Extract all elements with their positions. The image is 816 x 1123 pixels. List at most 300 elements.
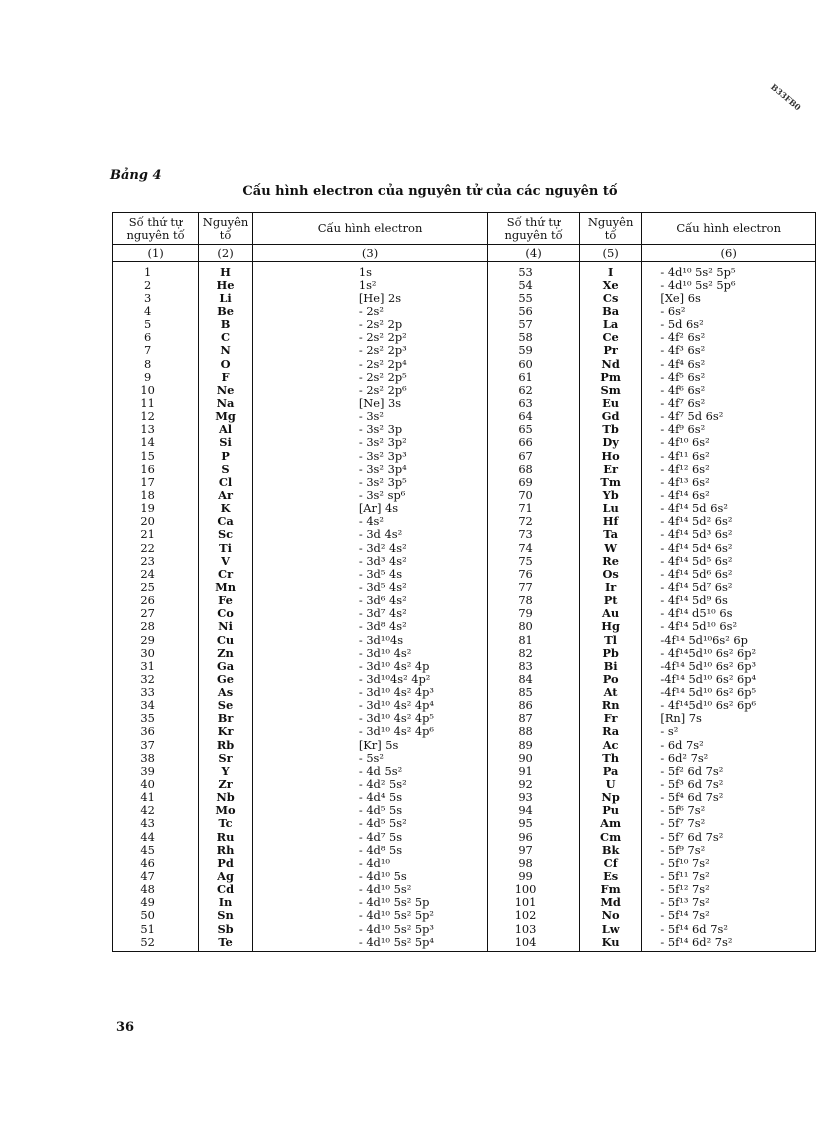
table-row — [113, 383, 816, 396]
electron-configuration: - 4f⁴ 6s² — [642, 357, 816, 370]
atomic-number: 59 — [488, 344, 580, 357]
element-symbol: Tb — [579, 423, 642, 436]
table-row — [113, 686, 816, 699]
electron-configuration: - 4d¹⁰ — [252, 856, 487, 869]
atomic-number: 98 — [488, 856, 580, 869]
electron-configuration: - 4d¹⁰ 5s² — [252, 883, 487, 896]
atomic-number: 104 — [488, 935, 580, 952]
element-symbol: Cu — [199, 633, 253, 646]
electron-configuration: - 4f⁷ 5d 6s² — [642, 410, 816, 423]
element-symbol: V — [199, 554, 253, 567]
table-row — [113, 699, 816, 712]
element-symbol: Bi — [579, 659, 642, 672]
atomic-number: 22 — [113, 541, 199, 554]
atomic-number: 40 — [113, 777, 199, 790]
electron-configuration: - 3s² 3p — [252, 423, 487, 436]
atomic-number: 45 — [113, 843, 199, 856]
electron-configuration: -4f¹⁴ 5d¹⁰ 6s² 6p⁵ — [642, 686, 816, 699]
electron-configuration: - 3s² 3p⁵ — [252, 475, 487, 488]
atomic-number: 11 — [113, 396, 199, 409]
element-symbol: Ne — [199, 383, 253, 396]
atomic-number: 71 — [488, 502, 580, 515]
electron-configuration: - 3d¹⁰ 4s² 4p⁶ — [252, 725, 487, 738]
electron-configuration: - 4f² 6s² — [642, 331, 816, 344]
electron-configuration: - 4d⁷ 5s — [252, 830, 487, 843]
col-header-atomic-number-left: Số thứ tự nguyên tố — [113, 213, 199, 245]
atomic-number: 70 — [488, 488, 580, 501]
atomic-number: 91 — [488, 764, 580, 777]
col-number-4: (4) — [488, 245, 580, 262]
atomic-number: 56 — [488, 304, 580, 317]
electron-configuration: - 3d⁵ 4s² — [252, 580, 487, 593]
atomic-number: 51 — [113, 922, 199, 935]
electron-configuration: - 4f³ 6s² — [642, 344, 816, 357]
table-row — [113, 646, 816, 659]
electron-configuration: - 6d² 7s² — [642, 751, 816, 764]
atomic-number: 89 — [488, 738, 580, 751]
electron-configuration: - 2s² 2p⁶ — [252, 383, 487, 396]
element-symbol: Rn — [579, 699, 642, 712]
electron-configuration: - 3d³ 4s² — [252, 554, 487, 567]
electron-configuration: - 4f¹⁴ 6s² — [642, 488, 816, 501]
element-symbol: Sr — [199, 751, 253, 764]
electron-configuration: - 4d¹⁰ 5s² 5p — [252, 896, 487, 909]
electron-configuration: - 4d¹⁰ 5s² 5p³ — [252, 922, 487, 935]
table-row — [113, 830, 816, 843]
element-symbol: Lw — [579, 922, 642, 935]
library-stamp: B33FB0 — [768, 81, 803, 113]
atomic-number: 65 — [488, 423, 580, 436]
table-row — [113, 817, 816, 830]
atomic-number: 100 — [488, 883, 580, 896]
electron-configuration: [Ar] 4s — [252, 502, 487, 515]
element-symbol: Nd — [579, 357, 642, 370]
atomic-number: 90 — [488, 751, 580, 764]
atomic-number: 26 — [113, 594, 199, 607]
electron-configuration: - 5f¹¹ 7s² — [642, 869, 816, 882]
atomic-number: 97 — [488, 843, 580, 856]
atomic-number: 46 — [113, 856, 199, 869]
electron-configuration: - 4d¹⁰ 5s² 5p² — [252, 909, 487, 922]
element-symbol: Dy — [579, 436, 642, 449]
element-symbol: Ce — [579, 331, 642, 344]
atomic-number: 74 — [488, 541, 580, 554]
atomic-number: 95 — [488, 817, 580, 830]
col-number-5: (5) — [579, 245, 642, 262]
element-symbol: Pb — [579, 646, 642, 659]
electron-configuration: - 4d¹⁰ 5s² 5p⁶ — [642, 278, 816, 291]
element-symbol: K — [199, 502, 253, 515]
element-symbol: Pa — [579, 764, 642, 777]
element-symbol: Cm — [579, 830, 642, 843]
electron-configuration: - 4f¹⁴ 5d¹⁰ 6s² — [642, 620, 816, 633]
table-row — [113, 712, 816, 725]
element-symbol: Hg — [579, 620, 642, 633]
electron-configuration: - 5d 6s² — [642, 318, 816, 331]
electron-configuration: - 5f¹⁰ 7s² — [642, 856, 816, 869]
electron-configuration: - 3d 4s² — [252, 528, 487, 541]
atomic-number: 88 — [488, 725, 580, 738]
atomic-number: 18 — [113, 488, 199, 501]
atomic-number: 61 — [488, 370, 580, 383]
element-symbol: Ru — [199, 830, 253, 843]
table-row — [113, 541, 816, 554]
electron-configuration: - 3s² sp⁶ — [252, 488, 487, 501]
electron-configuration: - 4d¹⁰ 5s² 5p⁴ — [252, 935, 487, 952]
element-symbol: Pd — [199, 856, 253, 869]
atomic-number: 84 — [488, 672, 580, 685]
table-row — [113, 909, 816, 922]
electron-configuration: - 4f¹⁴ 5d⁷ 6s² — [642, 580, 816, 593]
element-symbol: Pu — [579, 804, 642, 817]
atomic-number: 80 — [488, 620, 580, 633]
electron-configuration: [Kr] 5s — [252, 738, 487, 751]
electron-configuration: - 3d¹⁰4s² 4p² — [252, 672, 487, 685]
table-row — [113, 344, 816, 357]
atomic-number: 33 — [113, 686, 199, 699]
table-title: Cấu hình electron của nguyên tử của các nguyên tố — [242, 184, 618, 199]
element-symbol: Fe — [199, 594, 253, 607]
electron-configuration: - 4d⁴ 5s — [252, 791, 487, 804]
atomic-number: 99 — [488, 869, 580, 882]
element-symbol: Ho — [579, 449, 642, 462]
table-row — [113, 738, 816, 751]
electron-configuration: [Rn] 7s — [642, 712, 816, 725]
element-symbol: Fr — [579, 712, 642, 725]
electron-configuration: - 2s² — [252, 304, 487, 317]
atomic-number: 24 — [113, 567, 199, 580]
element-symbol: N — [199, 344, 253, 357]
element-symbol: Xe — [579, 278, 642, 291]
atomic-number: 102 — [488, 909, 580, 922]
element-symbol: Ba — [579, 304, 642, 317]
table-row — [113, 462, 816, 475]
element-symbol: Te — [199, 935, 253, 952]
table-row — [113, 554, 816, 567]
col-number-1: (1) — [113, 245, 199, 262]
electron-configuration: - 2s² 2p³ — [252, 344, 487, 357]
atomic-number: 42 — [113, 804, 199, 817]
element-symbol: Np — [579, 791, 642, 804]
atomic-number: 15 — [113, 449, 199, 462]
electron-configuration: 1s² — [252, 278, 487, 291]
element-symbol: Cf — [579, 856, 642, 869]
atomic-number: 85 — [488, 686, 580, 699]
atomic-number: 20 — [113, 515, 199, 528]
table-row — [113, 791, 816, 804]
atomic-number: 14 — [113, 436, 199, 449]
table-row — [113, 580, 816, 593]
atomic-number: 82 — [488, 646, 580, 659]
electron-configuration: - 2s² 2p⁴ — [252, 357, 487, 370]
atomic-number: 29 — [113, 633, 199, 646]
element-symbol: Cl — [199, 475, 253, 488]
atomic-number: 92 — [488, 777, 580, 790]
electron-configuration: - 2s² 2p⁵ — [252, 370, 487, 383]
element-symbol: Bk — [579, 843, 642, 856]
electron-configuration: - 4d⁵ 5s² — [252, 817, 487, 830]
atomic-number: 19 — [113, 502, 199, 515]
electron-configuration: - 5f¹³ 7s² — [642, 896, 816, 909]
atomic-number: 72 — [488, 515, 580, 528]
electron-configuration-table — [112, 212, 816, 952]
element-symbol: Y — [199, 764, 253, 777]
electron-configuration: [He] 2s — [252, 291, 487, 304]
element-symbol: Ge — [199, 672, 253, 685]
electron-configuration: 1s — [252, 262, 487, 279]
table-row — [113, 396, 816, 409]
atomic-number: 4 — [113, 304, 199, 317]
atomic-number: 12 — [113, 410, 199, 423]
element-symbol: Tm — [579, 475, 642, 488]
element-symbol: Nb — [199, 791, 253, 804]
element-symbol: S — [199, 462, 253, 475]
table-row — [113, 725, 816, 738]
element-symbol: Cr — [199, 567, 253, 580]
element-symbol: Rb — [199, 738, 253, 751]
electron-configuration: - 5f⁹ 7s² — [642, 843, 816, 856]
atomic-number: 87 — [488, 712, 580, 725]
table-row — [113, 318, 816, 331]
electron-configuration: - 4f⁹ 6s² — [642, 423, 816, 436]
atomic-number: 37 — [113, 738, 199, 751]
atomic-number: 78 — [488, 594, 580, 607]
table-row — [113, 607, 816, 620]
electron-configuration: - 4f⁷ 6s² — [642, 396, 816, 409]
atomic-number: 101 — [488, 896, 580, 909]
table-row — [113, 883, 816, 896]
element-symbol: Ir — [579, 580, 642, 593]
element-symbol: Po — [579, 672, 642, 685]
electron-configuration: - 5s² — [252, 751, 487, 764]
electron-configuration: - 4f¹² 6s² — [642, 462, 816, 475]
atomic-number: 3 — [113, 291, 199, 304]
electron-configuration: - 5f¹⁴ 6d 7s² — [642, 922, 816, 935]
atomic-number: 53 — [488, 262, 580, 279]
table-row — [113, 777, 816, 790]
electron-configuration: - 4f¹⁴ 5d⁹ 6s — [642, 594, 816, 607]
electron-configuration: - 2s² 2p — [252, 318, 487, 331]
element-symbol: Ti — [199, 541, 253, 554]
electron-configuration: - 4f¹⁴ 5d² 6s² — [642, 515, 816, 528]
element-symbol: U — [579, 777, 642, 790]
element-symbol: He — [199, 278, 253, 291]
atomic-number: 76 — [488, 567, 580, 580]
element-symbol: As — [199, 686, 253, 699]
col-header-atomic-number-right: Số thứ tự nguyên tố — [488, 213, 580, 245]
element-symbol: Hf — [579, 515, 642, 528]
electron-configuration: [Xe] 6s — [642, 291, 816, 304]
electron-configuration: - 5f⁴ 6d 7s² — [642, 791, 816, 804]
element-symbol: Ac — [579, 738, 642, 751]
element-symbol: Th — [579, 751, 642, 764]
element-symbol: Ku — [579, 935, 642, 952]
element-symbol: Sb — [199, 922, 253, 935]
electron-configuration: - 5f³ 6d 7s² — [642, 777, 816, 790]
table-row — [113, 475, 816, 488]
element-symbol: Mn — [199, 580, 253, 593]
electron-configuration: - 3d¹⁰ 4s² 4p⁵ — [252, 712, 487, 725]
electron-configuration: - 3d² 4s² — [252, 541, 487, 554]
table-row — [113, 896, 816, 909]
atomic-number: 2 — [113, 278, 199, 291]
table-row — [113, 357, 816, 370]
table-label: Bảng 4 — [110, 168, 162, 183]
atomic-number: 55 — [488, 291, 580, 304]
col-header-element-left: Nguyên tố — [199, 213, 253, 245]
atomic-number: 17 — [113, 475, 199, 488]
element-symbol: Sm — [579, 383, 642, 396]
element-symbol: La — [579, 318, 642, 331]
element-symbol: Au — [579, 607, 642, 620]
electron-configuration: - 5f¹⁴ 6d² 7s² — [642, 935, 816, 952]
atomic-number: 41 — [113, 791, 199, 804]
atomic-number: 49 — [113, 896, 199, 909]
table-row — [113, 515, 816, 528]
atomic-number: 13 — [113, 423, 199, 436]
electron-configuration: - 4f¹⁴ 5d 6s² — [642, 502, 816, 515]
col-header-configuration-right: Cấu hình electron — [642, 213, 816, 245]
atomic-number: 27 — [113, 607, 199, 620]
electron-configuration: - 4f¹⁴ 5d⁴ 6s² — [642, 541, 816, 554]
element-symbol: Al — [199, 423, 253, 436]
atomic-number: 28 — [113, 620, 199, 633]
element-symbol: Pm — [579, 370, 642, 383]
atomic-number: 43 — [113, 817, 199, 830]
electron-configuration: - 4f¹⁴ 5d³ 6s² — [642, 528, 816, 541]
atomic-number: 57 — [488, 318, 580, 331]
element-symbol: Rh — [199, 843, 253, 856]
table-row — [113, 331, 816, 344]
table-row — [113, 751, 816, 764]
element-symbol: Es — [579, 869, 642, 882]
atomic-number: 79 — [488, 607, 580, 620]
element-symbol: Zn — [199, 646, 253, 659]
atomic-number: 39 — [113, 764, 199, 777]
electron-configuration: - 3s² 3p³ — [252, 449, 487, 462]
electron-configuration: - 4d 5s² — [252, 764, 487, 777]
element-symbol: P — [199, 449, 253, 462]
element-symbol: Ca — [199, 515, 253, 528]
table-row — [113, 528, 816, 541]
element-symbol: Tl — [579, 633, 642, 646]
atomic-number: 25 — [113, 580, 199, 593]
element-symbol: Ag — [199, 869, 253, 882]
electron-configuration: - 3d¹⁰4s — [252, 633, 487, 646]
electron-configuration: - 4f¹³ 6s² — [642, 475, 816, 488]
electron-configuration: - 4d⁵ 5s — [252, 804, 487, 817]
element-symbol: Br — [199, 712, 253, 725]
element-symbol: Mo — [199, 804, 253, 817]
atomic-number: 75 — [488, 554, 580, 567]
element-symbol: Li — [199, 291, 253, 304]
electron-configuration: - 4f¹⁰ 6s² — [642, 436, 816, 449]
element-symbol: Co — [199, 607, 253, 620]
electron-configuration: - s² — [642, 725, 816, 738]
table-row — [113, 449, 816, 462]
electron-configuration: - 3d¹⁰ 4s² 4p³ — [252, 686, 487, 699]
element-symbol: Os — [579, 567, 642, 580]
electron-configuration: - 3d¹⁰ 4s² 4p⁴ — [252, 699, 487, 712]
element-symbol: Cs — [579, 291, 642, 304]
atomic-number: 32 — [113, 672, 199, 685]
table-row — [113, 370, 816, 383]
table-row — [113, 423, 816, 436]
atomic-number: 36 — [113, 725, 199, 738]
atomic-number: 10 — [113, 383, 199, 396]
col-number-3: (3) — [252, 245, 487, 262]
element-symbol: Na — [199, 396, 253, 409]
table-row — [113, 488, 816, 501]
electron-configuration: - 5f⁶ 7s² — [642, 804, 816, 817]
atomic-number: 60 — [488, 357, 580, 370]
atomic-number: 1 — [113, 262, 199, 279]
col-number-2: (2) — [199, 245, 253, 262]
electron-configuration: - 3s² — [252, 410, 487, 423]
atomic-number: 5 — [113, 318, 199, 331]
electron-configuration: - 3d⁶ 4s² — [252, 594, 487, 607]
electron-configuration: [Ne] 3s — [252, 396, 487, 409]
atomic-number: 73 — [488, 528, 580, 541]
electron-configuration: - 6s² — [642, 304, 816, 317]
electron-configuration: - 4f¹⁴ d5¹⁰ 6s — [642, 607, 816, 620]
atomic-number: 62 — [488, 383, 580, 396]
element-symbol: In — [199, 896, 253, 909]
element-symbol: F — [199, 370, 253, 383]
element-symbol: Ra — [579, 725, 642, 738]
electron-configuration: - 4f⁵ 6s² — [642, 370, 816, 383]
col-header-element-right: Nguyên tố — [579, 213, 642, 245]
element-symbol: At — [579, 686, 642, 699]
element-symbol: Md — [579, 896, 642, 909]
atomic-number: 31 — [113, 659, 199, 672]
atomic-number: 8 — [113, 357, 199, 370]
table-row — [113, 856, 816, 869]
atomic-number: 52 — [113, 935, 199, 952]
table-row — [113, 764, 816, 777]
table-row — [113, 922, 816, 935]
electron-configuration: - 4f⁶ 6s² — [642, 383, 816, 396]
atomic-number: 23 — [113, 554, 199, 567]
table-row — [113, 278, 816, 291]
atomic-number: 103 — [488, 922, 580, 935]
element-symbol: Re — [579, 554, 642, 567]
electron-configuration: - 4f¹⁴ 5d⁶ 6s² — [642, 567, 816, 580]
element-symbol: Ni — [199, 620, 253, 633]
table-row — [113, 291, 816, 304]
atomic-number: 30 — [113, 646, 199, 659]
element-symbol: Er — [579, 462, 642, 475]
table-row — [113, 304, 816, 317]
atomic-number: 6 — [113, 331, 199, 344]
table-row — [113, 620, 816, 633]
atomic-number: 86 — [488, 699, 580, 712]
electron-configuration: - 4d⁸ 5s — [252, 843, 487, 856]
element-symbol: Lu — [579, 502, 642, 515]
electron-configuration: - 3s² 3p² — [252, 436, 487, 449]
electron-configuration: -4f¹⁴ 5d¹⁰6s² 6p — [642, 633, 816, 646]
table-row — [113, 436, 816, 449]
element-symbol: Ta — [579, 528, 642, 541]
table-row — [113, 659, 816, 672]
electron-configuration: - 3s² 3p⁴ — [252, 462, 487, 475]
atomic-number: 48 — [113, 883, 199, 896]
electron-configuration: - 3d⁸ 4s² — [252, 620, 487, 633]
table-row — [113, 594, 816, 607]
element-symbol: Gd — [579, 410, 642, 423]
atomic-number: 38 — [113, 751, 199, 764]
atomic-number: 54 — [488, 278, 580, 291]
